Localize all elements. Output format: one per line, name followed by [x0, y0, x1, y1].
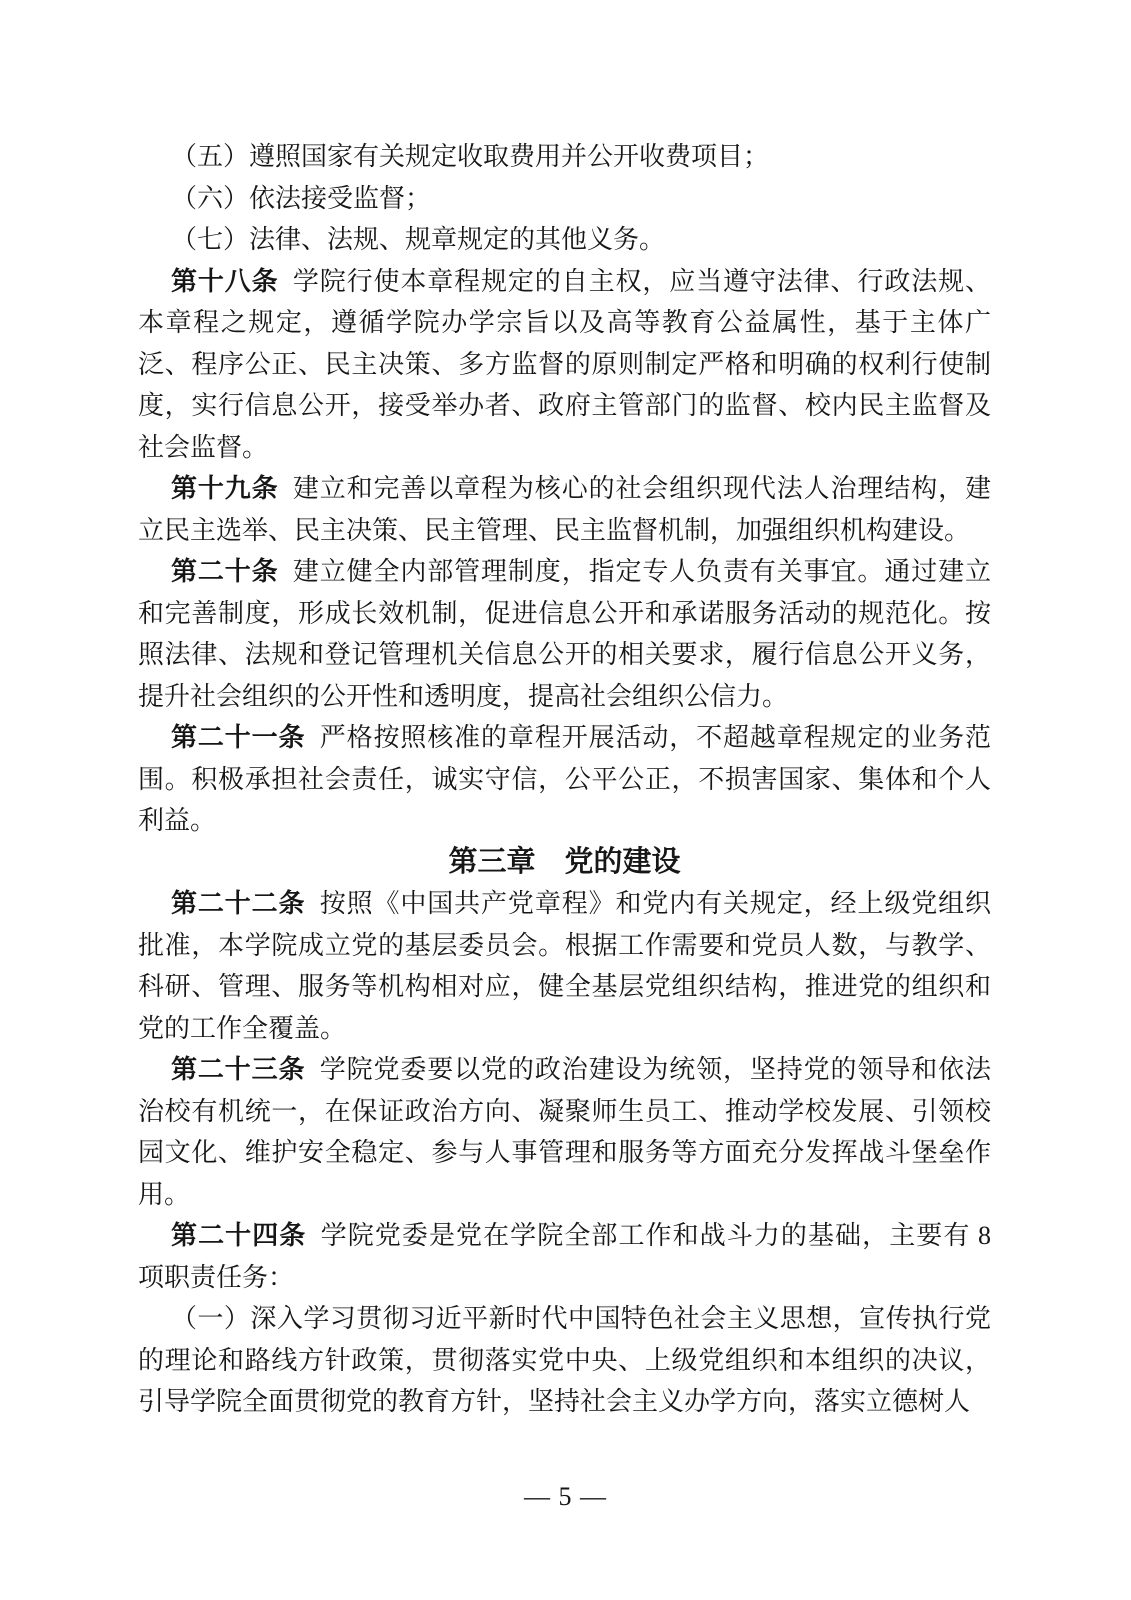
paragraph-text: 建立健全内部管理制度，指定专人负责有关事宜。通过建立和完善制度，形成长效机制，促进信息公开和承诺服务活动的规范化。按照法律、法规和登记管理机关信息公开的相关要求，履行信息公开义务，提升社会组织的公开性和透明度，提高社会组织公信力。: [138, 557, 991, 711]
paragraph-text: （一）深入学习贯彻习近平新时代中国特色社会主义思想，宣传执行党的理论和路线方针政策，贯彻落实党中央、上级党组织和本组织的决议，引导学院全面贯彻党的教育方针，坚持社会主义办学方向，落实立德树人: [138, 1304, 991, 1416]
paragraph-text: （六）依法接受监督；: [171, 183, 432, 213]
article-23: [138, 1049, 991, 1215]
document-body: [138, 136, 991, 1423]
paragraph-text: 建立和完善以章程为核心的社会组织现代法人治理结构，建立民主选举、民主决策、民主管理、民主监督机制，加强组织机构建设。: [138, 474, 991, 545]
paragraph-text: 学院党委要以党的政治建设为统领，坚持党的领导和依法治校有机统一，在保证政治方向、凝聚师生员工、推动学校发展、引领校园文化、维护安全稳定、参与人事管理和服务等方面充分发挥战斗堡垒作用。: [138, 1055, 991, 1209]
article-18: [138, 261, 991, 469]
article-number: 第十九条: [171, 474, 279, 503]
paragraph-text: （五）遵照国家有关规定收取费用并公开收费项目；: [171, 142, 770, 171]
article-21: [138, 717, 991, 842]
article-number: 第十八条: [171, 266, 279, 296]
article-number: 第二十一条: [171, 723, 306, 752]
list-item-6: [138, 178, 991, 220]
list-item-7: [138, 219, 991, 261]
paragraph-text: （七）法律、法规、规章规定的其他义务。: [171, 225, 666, 254]
article-number: 第二十四条: [171, 1221, 307, 1250]
list-item-1: [138, 1298, 991, 1423]
paragraph-text: 学院行使本章程规定的自主权，应当遵守法律、行政法规、本章程之规定，遵循学院办学宗旨以及高等教育公益属性，基于主体广泛、程序公正、民主决策、多方监督的原则制定严格和明确的权利行使制度，实行信息公开，接受举办者、政府主管部门的监督、校内民主监督及社会监督。: [138, 266, 991, 462]
article-number: 第二十条: [171, 557, 279, 586]
article-20: [138, 551, 991, 717]
article-number: 第二十三条: [171, 1055, 306, 1084]
chapter-heading: 第三章 党的建设: [448, 845, 681, 878]
paragraph-text: 严格按照核准的章程开展活动，不超越章程规定的业务范围。积极承担社会责任，诚实守信，公平公正，不损害国家、集体和个人利益。: [138, 723, 991, 835]
page-number: — 5 —: [524, 1482, 607, 1511]
paragraph-text: 学院党委是党在学院全部工作和战斗力的基础，主要有 8 项职责任务：: [138, 1221, 991, 1292]
article-19: [138, 468, 991, 551]
article-24: [138, 1215, 991, 1298]
article-number: 第二十二条: [171, 889, 306, 918]
paragraph-text: 按照《中国共产党章程》和党内有关规定，经上级党组织批准，本学院成立党的基层委员会。根据工作需要和党员人数，与教学、科研、管理、服务等机构相对应，健全基层党组织结构，推进党的组织和党的工作全覆盖。: [138, 889, 991, 1043]
article-22: [138, 883, 991, 1049]
list-item-5: [138, 136, 991, 178]
